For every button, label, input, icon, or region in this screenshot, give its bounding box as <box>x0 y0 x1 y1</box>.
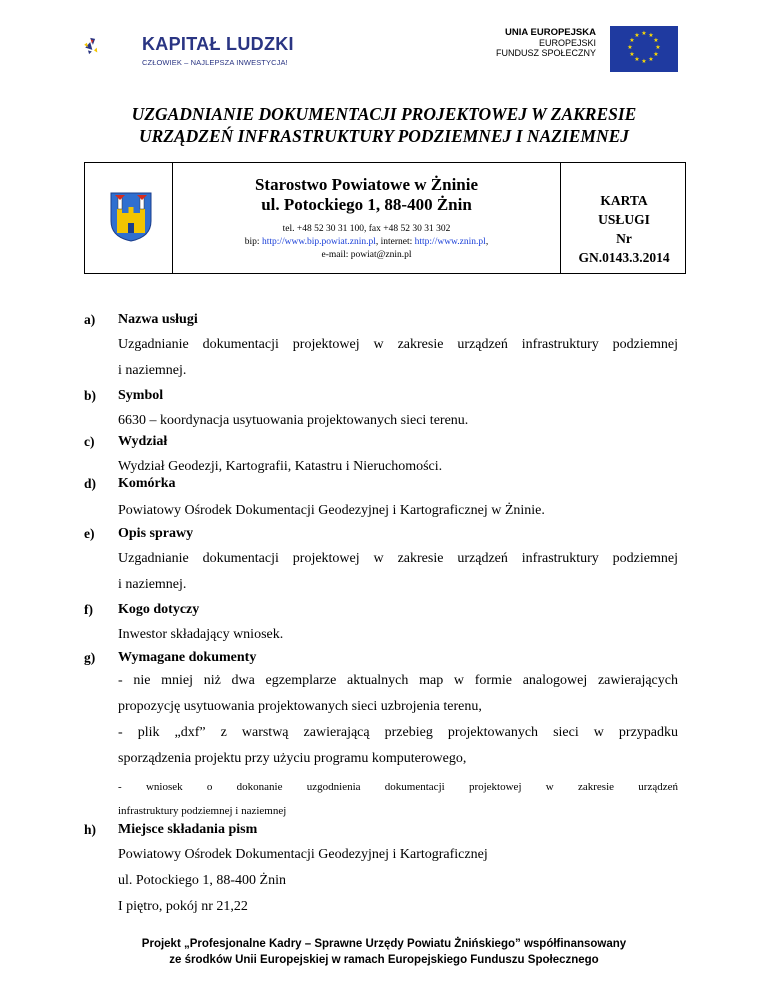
eu-logo-text <box>496 27 596 58</box>
section-heading: Symbol <box>118 388 164 403</box>
svg-text:★: ★ <box>655 44 661 51</box>
section-letter: e) <box>84 526 95 541</box>
office-phone: tel. +48 52 30 31 100, fax +48 52 30 31 302 <box>282 224 451 234</box>
svg-text:★: ★ <box>648 32 654 39</box>
kapital-ludzki-subtitle: CZŁOWIEK – NAJLEPSZA INWESTYCJA! <box>142 58 288 67</box>
bip-label: bip: <box>244 237 262 247</box>
section-letter: f) <box>84 602 93 617</box>
section-heading: Kogo dotyczy <box>118 602 200 617</box>
office-email: e-mail: powiat@znin.pl <box>321 250 412 260</box>
office-address: ul. Potockiego 1, 88-400 Żnin <box>261 195 472 214</box>
section-text: Wydział Geodezji, Kartografii, Katastru i Nieruchomości. <box>118 459 443 474</box>
svg-text:★: ★ <box>629 51 635 58</box>
section-letter: b) <box>84 388 97 403</box>
section-text: ul. Potockiego 1, 88-400 Żnin <box>118 873 286 888</box>
section-text: Inwestor składający wniosek. <box>118 627 284 642</box>
eu-logo-line1: UNIA EUROPEJSKA <box>505 27 596 38</box>
svg-text:★: ★ <box>653 37 659 44</box>
office-block <box>173 175 560 262</box>
internet-link[interactable]: http://www.znin.pl <box>414 237 486 247</box>
svg-text:★: ★ <box>634 32 640 39</box>
section-heading: Opis sprawy <box>118 526 194 541</box>
section-text: 6630 – koordynacja usytuowania projektowanych sieci terenu. <box>118 413 469 428</box>
document-title-line1: UZGADNIANIE DOKUMENTACJI PROJEKTOWEJ W ZAKRESIE <box>131 104 637 124</box>
svg-text:★: ★ <box>653 51 659 58</box>
document-item: - plik „dxf” z warstwą zawierającą przebieg projektowanych sieci w przypadku <box>118 725 678 740</box>
section-heading: Wydział <box>118 434 168 449</box>
document-item: - wniosek o dokonanie uzgodnienia dokumentacji projektowej w zakresie urządzeń <box>118 781 678 793</box>
document-item-cont: sporządzenia projektu przy użyciu programu komputerowego, <box>118 751 467 766</box>
section-letter: c) <box>84 434 95 449</box>
card-line2: USŁUGI <box>598 212 650 227</box>
section-letter: g) <box>84 650 96 665</box>
section-text: I piętro, pokój nr 21,22 <box>118 899 248 914</box>
section-letter: a) <box>84 312 96 327</box>
svg-text:★: ★ <box>641 30 647 37</box>
document-title <box>0 103 768 147</box>
znin-coat-of-arms-icon <box>109 191 153 243</box>
document-title-line2: URZĄDZEŃ INFRASTRUKTURY PODZIEMNEJ I NAZIEMNEJ <box>138 126 630 146</box>
kapital-ludzki-emblem-icon <box>82 12 142 80</box>
section-heading: Komórka <box>118 476 176 491</box>
section-heading: Nazwa usługi <box>118 312 198 327</box>
header-table <box>84 162 686 274</box>
kapital-ludzki-title: KAPITAŁ LUDZKI <box>142 34 294 54</box>
bip-link[interactable]: http://www.bip.powiat.znin.pl <box>261 237 376 247</box>
section-text: Powiatowy Ośrodek Dokumentacji Geodezyjnej i Kartograficznej w Żninie. <box>118 503 545 518</box>
internet-label: , internet: <box>375 237 415 247</box>
section-text: Uzgadnianie dokumentacji projektowej w zakresie urządzeń infrastruktury podziemnej <box>118 551 678 566</box>
document-item-cont: infrastruktury podziemnej i naziemnej <box>118 805 287 817</box>
service-card-id <box>561 191 687 267</box>
footer-line2: ze środków Unii Europejskiej w ramach Europejskiego Funduszu Społecznego <box>169 954 599 966</box>
card-line3: Nr <box>616 231 632 246</box>
card-number: GN.0143.3.2014 <box>578 250 670 265</box>
section-heading: Miejsce składania pism <box>118 822 258 837</box>
section-text: Uzgadnianie dokumentacji projektowej w zakresie urządzeń infrastruktury podziemnej <box>118 337 678 352</box>
svg-text:★: ★ <box>627 44 633 51</box>
section-letter: h) <box>84 822 97 837</box>
office-links: bip: http://www.bip.powiat.znin.pl, internet: http://www.znin.pl, <box>244 237 489 247</box>
section-text: i naziemnej. <box>118 577 187 592</box>
svg-text:★: ★ <box>634 56 640 63</box>
svg-text:★: ★ <box>629 37 635 44</box>
card-line1: KARTA <box>600 193 648 208</box>
section-heading: Wymagane dokumenty <box>118 650 257 665</box>
document-item: - nie mniej niż dwa egzemplarze aktualnych map w formie analogowej zawierających <box>118 673 678 688</box>
svg-text:★: ★ <box>648 56 654 63</box>
document-item-cont: propozycję usytuowania projektowanych sieci uzbrojenia terenu, <box>118 699 482 714</box>
office-contact <box>173 223 560 262</box>
section-text: Powiatowy Ośrodek Dokumentacji Geodezyjnej i Kartograficznej <box>118 847 488 862</box>
svg-text:★: ★ <box>641 58 647 65</box>
footer-line1: Projekt „Profesjonalne Kadry – Sprawne Urzędy Powiatu Żnińskiego” współfinansowany <box>141 938 627 950</box>
eu-logo-line2: EUROPEJSKI <box>538 38 596 48</box>
office-name: Starostwo Powiatowe w Żninie <box>254 175 479 194</box>
page-footer <box>0 936 768 968</box>
section-text: i naziemnej. <box>118 363 187 378</box>
section-letter: d) <box>84 476 97 491</box>
eu-logo-line3: FUNDUSZ SPOŁECZNY <box>495 48 596 58</box>
eu-flag-icon <box>610 26 678 72</box>
